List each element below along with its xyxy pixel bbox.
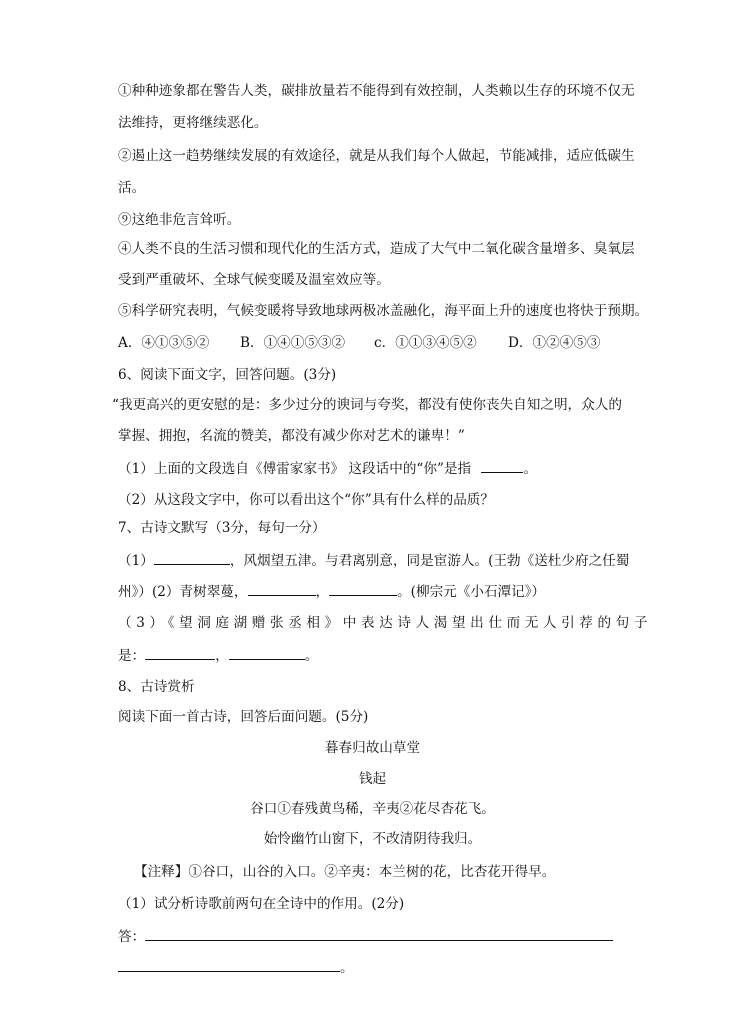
q5-sentence-1-line-2: 法维持，更将继续恶化。 (118, 115, 268, 131)
q8-heading: 8、古诗赏析 (118, 679, 195, 695)
q7-l1-prefix: （1） (118, 553, 154, 569)
q5-sentence-4-line-2: 受到严重破坏、全球气候变暖及温室效应等。 (118, 272, 390, 288)
poem-note: 【注释】①谷口，山谷的入口。②辛夷：本兰树的花，比杏花开得早。 (134, 864, 556, 880)
q7-line-1 (118, 550, 629, 571)
q6-sub2: （2）从这段文字中，你可以看出这个“你”具有什么样的品质？ (118, 492, 494, 508)
q7-l4-end: 。 (304, 648, 319, 664)
q5-sentence-1-line-1: ①种种迹象都在警告人类，碳排放量若不能得到有效控制，人类赖以生存的环境不仅无 (118, 83, 635, 99)
q5-sentence-5: ⑤科学研究表明，气候变暖将导致地球两极冰盖融化，海平面上升的速度也将快于预期。 (118, 303, 649, 319)
q7-blank-2[interactable] (248, 581, 316, 596)
q7-blank-1[interactable] (154, 550, 230, 565)
q7-blank-5[interactable] (229, 645, 305, 660)
q5-sentence-4-line-1: ④人类不良的生活习惯和现代化的生活方式，造成了大气中二氧化碳含量增多、臭氧层 (118, 241, 635, 257)
option-a: A．④①③⑤② (118, 335, 210, 351)
q8-answer-line-2 (118, 957, 354, 978)
q7-line-3: （3）《望洞庭湖赠张丞相》中表达诗人渴望出仕而无人引荐的句子 (118, 615, 653, 631)
q5-sentence-2-line-1: ②遏止这一趋势继续发展的有效途径，就是从我们每个人做起，节能减排，适应低碳生 (118, 148, 635, 164)
poem-title: 暮春归故山草堂 (324, 740, 421, 756)
q8-answer-end: 。 (340, 960, 354, 976)
q8-answer-line-1 (118, 926, 613, 947)
q6-quote-line-2: 掌握、拥抱，名流的赞美，都没有减少你对艺术的谦卑！” (118, 428, 465, 444)
q7-blank-3[interactable] (329, 581, 397, 596)
q7-line-2 (118, 581, 545, 602)
q6-quote-line-1: “我更高兴的更安慰的是：多少过分的谀词与夸奖，都没有使你丧失自知之明，众人的 (112, 397, 622, 413)
q5-sentence-2-line-2: 活。 (118, 180, 146, 196)
q7-l4-prefix: 是： (118, 648, 146, 664)
q8-answer-blank-2[interactable] (118, 957, 340, 972)
q7-l4-sep: ， (215, 648, 229, 664)
q8-sub1: （1）试分析诗歌前两句在全诗中的作用。(2分) (118, 896, 405, 912)
q7-l2-prefix: 州》）(2）青树翠蔓， (118, 584, 248, 600)
q7-l2-sep: ， (315, 584, 330, 600)
q7-heading: 7、古诗文默写（3分，每句一分） (118, 520, 326, 536)
option-d: D．①②④⑤③ (508, 335, 601, 351)
q6-sub1-end: 。 (523, 461, 538, 477)
q6-sub1-text: （1）上面的文段选自《傅雷家家书》 这段话中的“你”是指 (118, 461, 472, 477)
q7-l1-text: ，风烟望五津。与君离别意，同是宦游人。(王勃《送杜少府之任蜀 (229, 553, 630, 569)
poem-line-1: 谷口①春残黄鸟稀，辛夷②花尽杏花飞。 (250, 801, 495, 817)
q8-intro: 阅读下面一首古诗，回答后面问题。(5分) (118, 709, 369, 725)
option-c: c．①①③④⑤② (374, 335, 477, 351)
q8-answer-blank-1[interactable] (145, 926, 613, 941)
q7-line-4 (118, 645, 318, 666)
option-b: B．①④①⑤③② (240, 335, 346, 351)
poem-author: 钱起 (358, 771, 387, 787)
q7-blank-4[interactable] (145, 645, 215, 660)
q6-heading: 6、阅读下面文字，回答问题。(3分) (118, 367, 337, 383)
poem-line-2: 始怜幽竹山窗下，不改清阴待我归。 (263, 831, 482, 847)
q8-answer-label: 答： (118, 929, 146, 945)
q6-sub1-blank[interactable] (481, 458, 523, 473)
q5-sentence-3: ⑨这绝非危言耸听。 (118, 212, 241, 228)
q6-sub1-line (118, 458, 537, 479)
q7-l2-source: 。(柳宗元《小石潭记》） (397, 584, 546, 600)
